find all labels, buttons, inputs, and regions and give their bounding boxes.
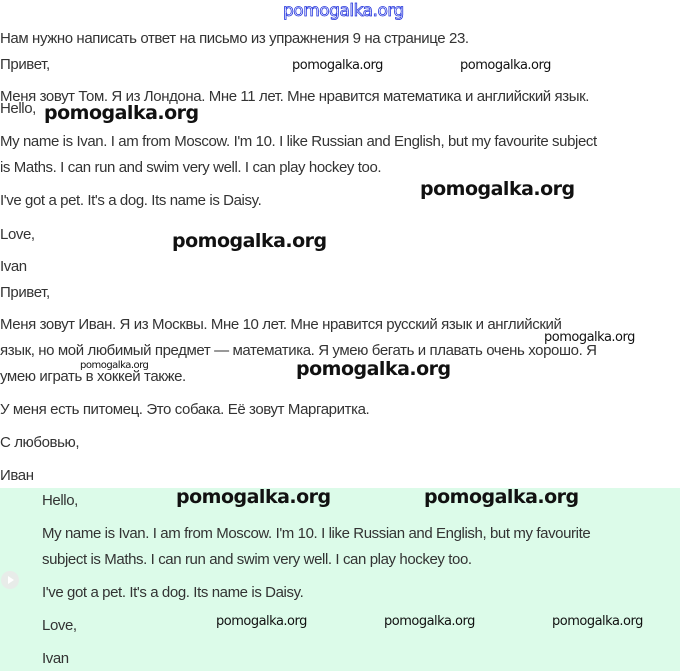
answer-signature: Ivan [42,650,69,667]
watermark: pomogalka.org [172,230,327,252]
answer-p1-line1: My name is Ivan. I am from Moscow. I'm 10. I like Russian and English, but my favourite [42,525,591,542]
english-p1-line1: My name is Ivan. I am from Moscow. I'm 10. I like Russian and English, but my favourite subject [0,133,597,150]
watermark: pomogalka.org [216,614,307,629]
russian-closing: С любовью, [0,434,80,451]
watermark: pomogalka.org [552,614,643,629]
answer-box [0,488,680,671]
english-closing: Love, [0,226,35,243]
cut-line-clip [0,86,680,105]
watermark: pomogalka.org [292,58,383,73]
answer-greeting: Hello, [42,492,78,509]
original-cut-line: Меня зовут Том. Я из Лондона. Мне 11 лет. Мне нравится математика и английский язык. [0,88,590,105]
russian-signature: Иван [0,467,34,484]
watermark: pomogalka.org [296,358,451,380]
watermark: pomogalka.org [176,486,331,508]
english-greeting: Hello, [0,100,36,117]
russian-greeting: Привет, [0,284,50,301]
watermark: pomogalka.org [283,1,404,21]
answer-closing: Love, [42,617,77,634]
watermark: pomogalka.org [424,486,579,508]
english-p2: I've got a pet. It's a dog. Its name is Daisy. [0,192,262,209]
english-signature: Ivan [0,258,27,275]
russian-p1-line3: умею играть в хоккей также. [0,368,186,385]
watermark: pomogalka.org [384,614,475,629]
answer-p1-line2: subject is Maths. I can run and swim very well. I can play hockey too. [42,551,472,568]
original-greeting: Привет, [0,56,50,73]
answer-p2: I've got a pet. It's a dog. Its name is Daisy. [42,584,304,601]
watermark: pomogalka.org [44,102,199,124]
watermark: pomogalka.org [460,58,551,73]
watermark: pomogalka.org [80,360,149,371]
russian-p1-line2: язык, но мой любимый предмет — математика. Я умею бегать и плавать очень хорошо. Я [0,342,597,359]
play-icon[interactable] [1,571,19,589]
russian-p2: У меня есть питомец. Это собака. Её зовут Маргаритка. [0,401,370,418]
russian-p1-line1: Меня зовут Иван. Я из Москвы. Мне 10 лет. Мне нравится русский язык и английский [0,316,562,333]
intro-text: Нам нужно написать ответ на письмо из упражнения 9 на странице 23. [0,30,469,47]
watermark: pomogalka.org [544,330,635,345]
english-p1-line2: is Maths. I can run and swim very well. I can play hockey too. [0,159,382,176]
watermark: pomogalka.org [420,178,575,200]
